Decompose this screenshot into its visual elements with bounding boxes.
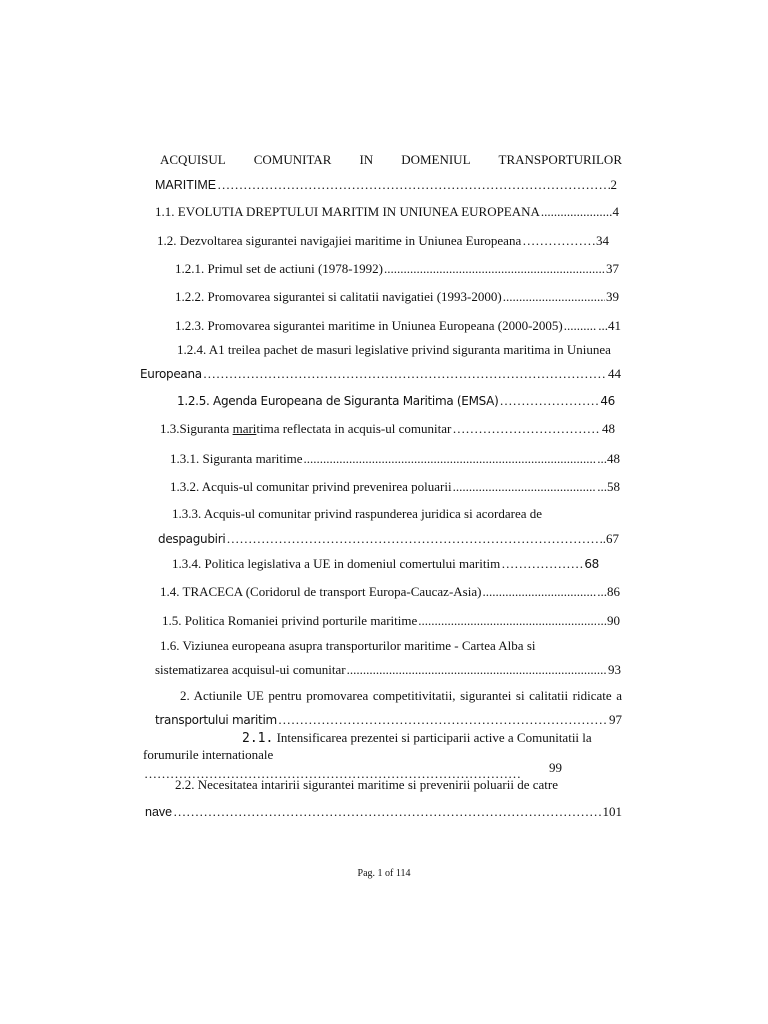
toc-page-number: .67	[602, 531, 619, 546]
toc-entry-cont[interactable]	[155, 712, 622, 728]
toc-page-number: 2	[610, 177, 617, 192]
dot-leader	[482, 584, 596, 600]
toc-page-number: 48	[602, 421, 615, 436]
toc-entry-label: 1.2.4. A1 treilea pachet de masuri legislative privind siguranta maritima in Uniunea	[177, 342, 611, 357]
toc-entry-cont	[143, 747, 273, 763]
toc-main-heading	[160, 152, 622, 168]
toc-main-heading-cont[interactable]	[155, 177, 617, 193]
dot-leader	[304, 451, 597, 467]
toc-entry[interactable]	[162, 613, 620, 629]
page-counter: Pag. 1 of 114	[357, 868, 411, 879]
toc-page-number: ...58	[597, 479, 620, 494]
toc-page-number: 99	[549, 760, 562, 775]
toc-entry-label: sistematizarea acquisul-ui comunitar	[155, 662, 346, 677]
toc-entry[interactable]	[172, 506, 542, 522]
toc-entry-label: 1.2.2. Promovarea sigurantei si calitatii navigatiei (1993-2000)	[175, 289, 502, 304]
toc-page-number: 44	[608, 366, 621, 381]
dot-leader	[226, 531, 601, 547]
toc-entry-label: 1.3.1. Siguranta maritime	[170, 451, 303, 466]
toc-entry-label: 1.2. Dezvoltarea sigurantei navigajiei maritime in Uniunea Europeana	[157, 233, 522, 248]
toc-entry[interactable]	[242, 730, 592, 747]
toc-page-number: ...90	[597, 613, 620, 628]
heading-word: COMUNITAR	[253, 152, 332, 167]
toc-entry-cont[interactable]	[155, 662, 621, 678]
dot-leader	[564, 318, 598, 334]
toc-entry[interactable]	[175, 261, 619, 277]
toc-entry-label: 1.2.1. Primul set de actiuni (1978-1992)	[175, 261, 383, 276]
toc-page-number: 93	[608, 662, 621, 677]
toc-entry-cont[interactable]	[145, 804, 622, 820]
heading-word: DOMENIUL	[401, 152, 471, 167]
toc-entry[interactable]	[160, 584, 620, 600]
dot-leader	[503, 289, 605, 305]
heading-word: TRANSPORTURILOR	[498, 152, 622, 167]
toc-entry-label: 1.2.3. Promovarea sigurantei maritime in Uniunea Europeana (2000-2005)	[175, 318, 563, 333]
heading-word: ACQUISUL	[160, 152, 226, 167]
toc-entry-page-row	[549, 760, 562, 776]
toc-entry[interactable]	[155, 204, 619, 220]
toc-entry[interactable]	[170, 451, 620, 467]
toc-page-number: 37	[606, 261, 619, 276]
toc-page-number: 68	[584, 557, 599, 571]
toc-entry-label: 1.6. Viziunea europeana asupra transporturilor maritime - Cartea Alba si	[160, 638, 536, 653]
dot-leader	[501, 556, 583, 572]
toc-entry-label: transportului maritim	[155, 713, 277, 727]
toc-page-number: 46	[600, 394, 615, 408]
toc-entry-label: 2. Actiunile UE pentru promovarea competitivitatii, sigurantei si calitatii ridicate a	[180, 688, 622, 703]
toc-entry-number: 2.1.	[242, 731, 274, 746]
toc-entry-label: 1.3.4. Politica legislativa a UE in domeniul comertului maritim	[172, 556, 501, 571]
toc-entry-label: despagubiri	[158, 532, 226, 546]
toc-page-number: 101	[602, 804, 622, 819]
label-underlined-part: mari	[232, 421, 257, 436]
toc-entry[interactable]	[157, 233, 609, 249]
dot-leader	[347, 662, 607, 678]
toc-page-number: ...86	[597, 584, 620, 599]
toc-entry-cont[interactable]	[140, 366, 621, 382]
toc-entry[interactable]	[170, 479, 620, 495]
toc-page-number: 97	[609, 712, 622, 727]
dot-leader	[203, 366, 607, 382]
label-part: tima reflectata in acquis-ul comunitar	[256, 421, 452, 436]
toc-entry-label: 1.3.3. Acquis-ul comunitar privind raspunderea juridica si acordarea de	[172, 506, 543, 521]
toc-entry-cont[interactable]	[158, 531, 619, 547]
toc-entry-label: forumurile internationale	[143, 747, 274, 762]
toc-page-number: 4	[612, 204, 619, 219]
dot-leader	[522, 233, 595, 249]
toc-entry-label: 1.3.2. Acquis-ul comunitar privind prevenirea poluarii	[170, 479, 452, 494]
toc-entry-label: Europeana	[140, 367, 202, 381]
toc-entry[interactable]	[177, 342, 611, 358]
toc-entry[interactable]	[177, 393, 615, 409]
toc-entry-label: 2.2. Necesitatea intaririi sigurantei maritime si prevenirii poluarii de catre	[175, 777, 558, 792]
toc-entry[interactable]	[175, 318, 621, 334]
label-part: 1.3.Siguranta	[160, 421, 233, 436]
toc-entry-label: Intensificarea prezentei si participarii active a Comunitatii la	[276, 730, 592, 745]
dot-leader	[173, 804, 601, 820]
toc-entry[interactable]	[175, 289, 619, 305]
dot-leader	[452, 421, 601, 437]
toc-entry-label: 1.4. TRACECA (Coridorul de transport Europa-Caucaz-Asia)	[160, 584, 482, 599]
page-footer	[0, 868, 768, 879]
toc-entry-label: nave	[145, 805, 173, 819]
dot-leader	[499, 393, 599, 409]
dot-leader	[541, 204, 612, 220]
dot-leader	[418, 613, 596, 629]
heading-word: IN	[359, 152, 374, 167]
toc-page-number: ...41	[598, 318, 621, 333]
toc-entry[interactable]	[180, 688, 622, 704]
toc-entry-label: 1.5. Politica Romaniei privind porturile maritime	[162, 613, 418, 628]
dot-leader	[217, 177, 609, 193]
toc-entry-label: 1.1. EVOLUTIA DREPTULUI MARITIM IN UNIUNEA EUROPEANA	[155, 204, 540, 219]
toc-entry-label	[160, 421, 451, 437]
toc-entry[interactable]	[160, 421, 615, 437]
dot-leader	[453, 479, 597, 495]
toc-page-number: 34	[596, 233, 609, 248]
dot-leader	[278, 712, 608, 728]
toc-entry-label: MARITIME	[155, 178, 217, 192]
toc-page-number: ...48	[597, 451, 620, 466]
toc-entry[interactable]	[175, 777, 558, 793]
toc-entry[interactable]	[160, 638, 536, 654]
toc-page-number: 39	[606, 289, 619, 304]
dot-leader	[384, 261, 605, 277]
toc-entry[interactable]	[172, 556, 599, 572]
toc-entry-label: 1.2.5. Agenda Europeana de Siguranta Maritima (EMSA)	[177, 394, 499, 408]
